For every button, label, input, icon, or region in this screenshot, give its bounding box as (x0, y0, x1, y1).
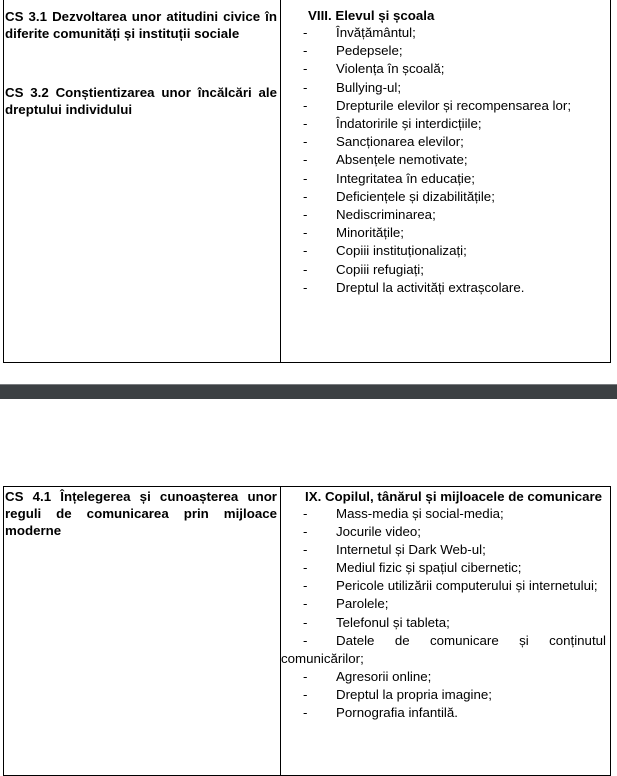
list-item: - Agresorii online; (281, 668, 606, 686)
list-item: - Sancționarea elevilor; (281, 133, 610, 151)
curriculum-table-section-ix (3, 486, 611, 776)
list-item: - Pornografia infantilă. (281, 704, 606, 722)
competence-cs-3-2: CS 3.2 Conștientizarea unor încălcări ale dreptului individului (5, 85, 277, 117)
list-item: - Pedepsele; (281, 42, 610, 60)
list-item: - Îndatoririle și interdicțiile; (281, 115, 610, 133)
list-item: - Telefonul și tableta; (281, 614, 606, 632)
content-cell (281, 487, 610, 775)
content-list-viii (281, 24, 610, 297)
list-item: - Violența în școală; (281, 60, 610, 78)
list-item: - Pericole utilizării computerului și internetului; (281, 577, 606, 595)
competence-cell (4, 487, 281, 775)
section-heading-viii: VIII. Elevul și școala (308, 8, 435, 23)
list-item: - Dreptul la propria imagine; (281, 686, 606, 704)
section-heading-ix: IX. Copilul, tânărul și mijloacele de comunicare (305, 489, 603, 504)
list-item: - Bullying-ul; (281, 79, 610, 97)
list-item: - Datele de comunicare și conținutul comunicărilor; (281, 632, 606, 668)
content-cell (281, 0, 610, 362)
page-separator (0, 384, 617, 399)
list-item: - Jocurile video; (281, 523, 606, 541)
competence-cell (4, 0, 281, 362)
list-item: - Absențele nemotivate; (281, 151, 610, 169)
list-item: - Deficiențele și dizabilitățile; (281, 188, 610, 206)
list-item: - Nediscriminarea; (281, 206, 610, 224)
competence-cs-3-1: CS 3.1 Dezvoltarea unor atitudini civice în diferite comunități și instituții sociale (5, 9, 277, 41)
list-item: - Învățământul; (281, 24, 610, 42)
list-item: - Integritatea în educație; (281, 170, 610, 188)
list-item: - Minoritățile; (281, 224, 610, 242)
content-list-ix (281, 505, 606, 722)
list-item: - Mediul fizic și spațiul cibernetic; (281, 559, 606, 577)
list-item: - Dreptul la activități extrașcolare. (281, 279, 610, 297)
list-item: - Parolele; (281, 595, 606, 613)
list-item: - Mass-media și social-media; (281, 505, 606, 523)
list-item: - Copiii refugiați; (281, 261, 610, 279)
competence-cs-4-1: CS 4.1 Înțelegerea și cunoașterea unor reguli de comunicarea prin mijloace moderne (5, 489, 277, 538)
curriculum-table-section-viii (3, 0, 611, 363)
list-item: - Internetul și Dark Web-ul; (281, 541, 606, 559)
list-item: - Drepturile elevilor și recompensarea lor; (281, 97, 610, 115)
list-item: - Copiii instituționalizați; (281, 242, 610, 260)
